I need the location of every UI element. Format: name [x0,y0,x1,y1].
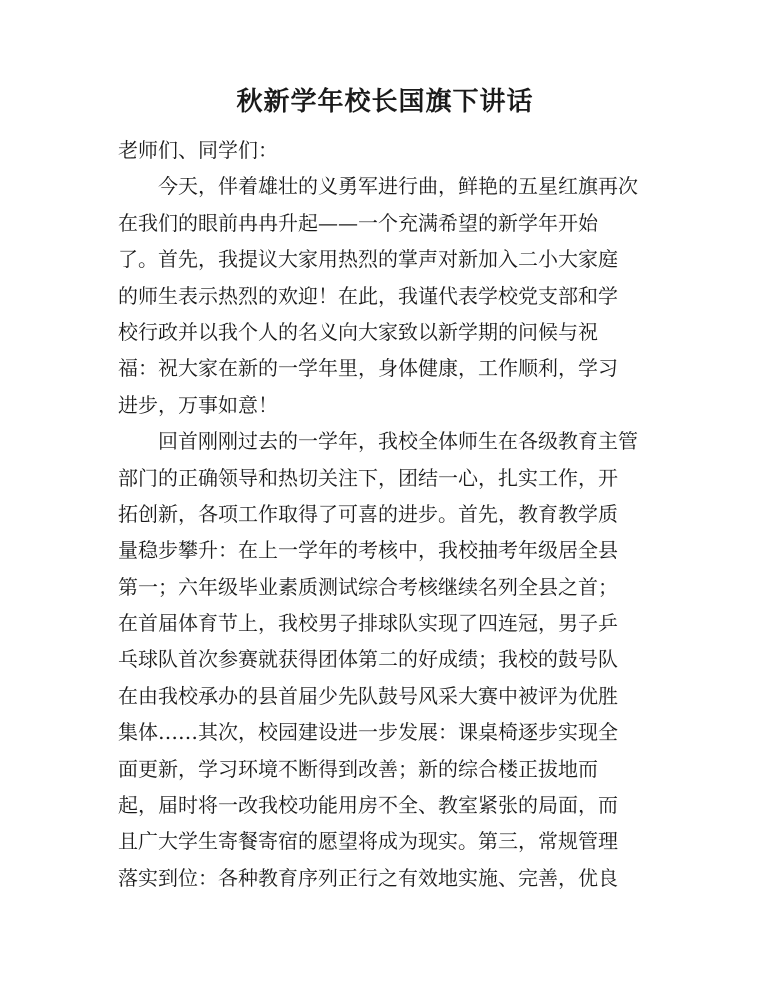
paragraph-line: 回首刚刚过去的一学年，我校全体师生在各级教育主管 [158,429,638,454]
paragraph-line: 起，届时将一改我校功能用房不全、教室紧张的局面，而 [118,793,618,818]
paragraph-line: 进步，万事如意！ [118,392,278,417]
salutation: 老师们、同学们： [118,138,278,162]
paragraph-line: 了。首先，我提议大家用热烈的掌声对新加入二小大家庭 [118,247,618,272]
paragraph-line: 校行政并以我个人的名义向大家致以新学期的问候与祝 [118,319,598,344]
document-title: 秋新学年校长国旗下讲话 [236,87,534,117]
paragraph-line: 部门的正确领导和热切关注下，团结一心，扎实工作，开 [118,465,618,490]
paragraph-line: 第一；六年级毕业素质测试综合考核继续名列全县之首； [118,574,618,599]
paragraph-line: 拓创新，各项工作取得了可喜的进步。首先，教育教学质 [118,501,618,526]
paragraph-line: 在首届体育节上，我校男子排球队实现了四连冠，男子乒 [118,611,618,636]
paragraph-line: 在由我校承办的县首届少先队鼓号风采大赛中被评为优胜 [118,683,618,708]
paragraph-line: 面更新，学习环境不断得到改善；新的综合楼正拔地而 [118,756,598,781]
paragraph-line: 今天，伴着雄壮的义勇军进行曲，鲜艳的五星红旗再次 [158,174,638,199]
paragraph-line: 在我们的眼前冉冉升起——一个充满希望的新学年开始 [118,210,598,235]
paragraph-line: 乓球队首次参赛就获得团体第二的好成绩；我校的鼓号队 [118,647,618,672]
paragraph-line: 落实到位：各种教育序列正行之有效地实施、完善，优良 [118,865,618,890]
paragraph-line: 且广大学生寄餐寄宿的愿望将成为现实。第三，常规管理 [118,829,618,854]
paragraph-line: 福：祝大家在新的一学年里，身体健康，工作顺利，学习 [118,356,618,381]
paragraph-line: 集体……其次，校园建设进一步发展：课桌椅逐步实现全 [118,720,618,745]
paragraph-line: 的师生表示热烈的欢迎！在此，我谨代表学校党支部和学 [118,283,618,308]
document-body [118,132,678,896]
paragraph-line: 量稳步攀升：在上一学年的考核中，我校抽考年级居全县 [118,538,618,563]
